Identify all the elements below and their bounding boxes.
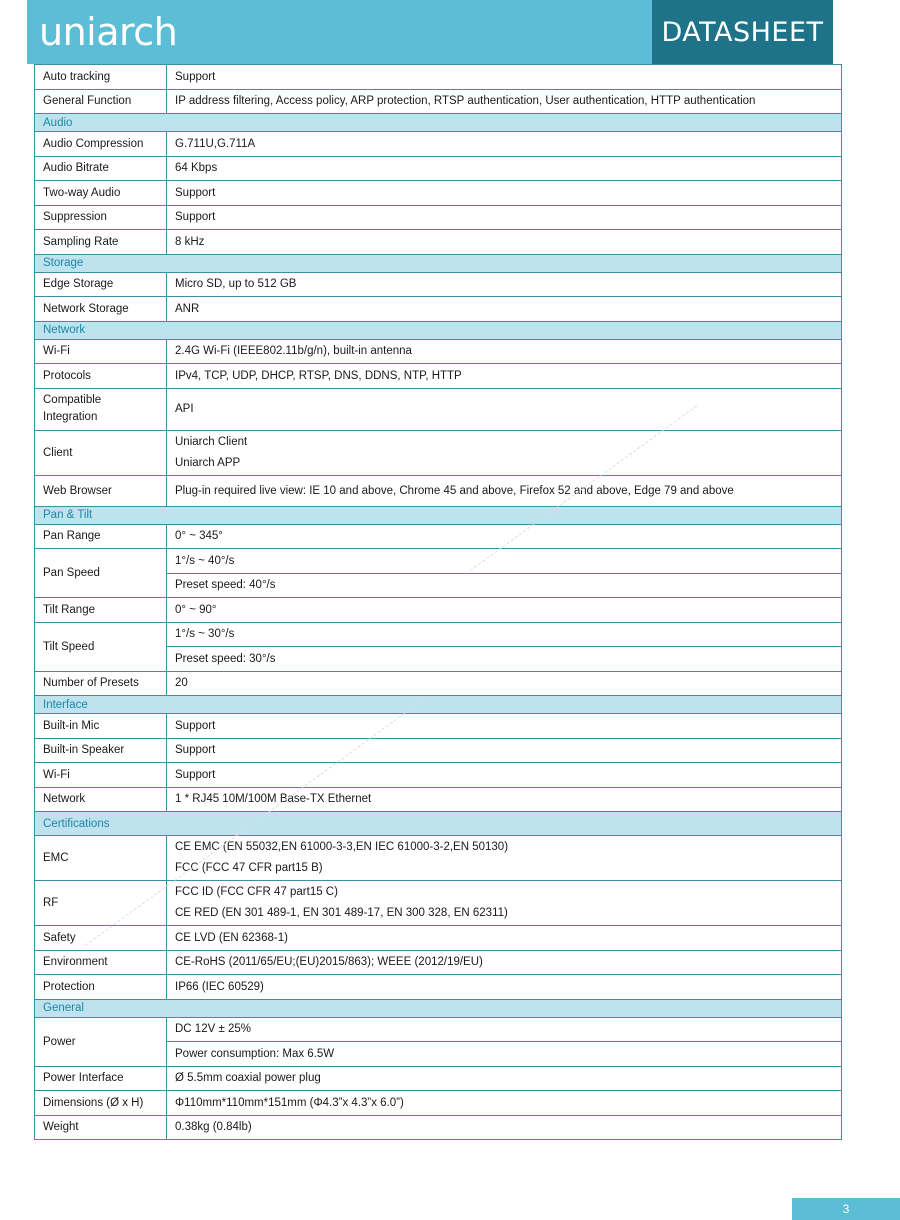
spec-row	[35, 975, 842, 1000]
spec-value: IP66 (IEC 60529)	[167, 975, 842, 1000]
spec-label: Number of Presets	[35, 671, 167, 696]
spec-value: Support	[167, 181, 842, 206]
spec-value: Support	[167, 763, 842, 788]
spec-value: Preset speed: 30°/s	[167, 647, 842, 672]
spec-row	[35, 1066, 842, 1091]
spec-label: EMC	[35, 836, 167, 881]
spec-label: Two-way Audio	[35, 181, 167, 206]
spec-value	[167, 836, 842, 881]
section-header	[35, 999, 842, 1017]
spec-label: Tilt Speed	[35, 622, 167, 671]
spec-row	[35, 549, 842, 574]
spec-value: 64 Kbps	[167, 156, 842, 181]
section-header	[35, 254, 842, 272]
spec-value-line: FCC ID (FCC CFR 47 part15 C)	[175, 886, 338, 898]
spec-row	[35, 430, 842, 475]
spec-label: Client	[35, 430, 167, 475]
spec-label: Edge Storage	[35, 272, 167, 297]
spec-row	[35, 738, 842, 763]
spec-label: Built-in Mic	[35, 714, 167, 739]
spec-value: Support	[167, 738, 842, 763]
spec-label: Wi-Fi	[35, 339, 167, 364]
spec-value: 8 kHz	[167, 230, 842, 255]
spec-label: Network Storage	[35, 297, 167, 322]
spec-label: Power	[35, 1017, 167, 1066]
spec-row	[35, 787, 842, 812]
spec-row	[35, 598, 842, 623]
spec-value: 1°/s ~ 40°/s	[167, 549, 842, 574]
spec-row	[35, 1091, 842, 1116]
spec-row	[35, 763, 842, 788]
spec-value: API	[167, 388, 842, 430]
spec-row	[35, 181, 842, 206]
spec-value: Ø 5.5mm coaxial power plug	[167, 1066, 842, 1091]
spec-row	[35, 132, 842, 157]
spec-label: Audio Compression	[35, 132, 167, 157]
spec-row	[35, 836, 842, 881]
spec-label: Tilt Range	[35, 598, 167, 623]
section-title: General	[35, 999, 842, 1017]
spec-row	[35, 230, 842, 255]
spec-value: Plug-in required live view: IE 10 and above, Chrome 45 and above, Firefox 52 and above, Edge 79 and above	[167, 475, 842, 506]
spec-value: 0° ~ 90°	[167, 598, 842, 623]
spec-label: Auto tracking	[35, 65, 167, 90]
spec-value: IP address filtering, Access policy, ARP protection, RTSP authentication, User authentication, HTTP authentication	[167, 89, 842, 114]
spec-label: Compatible Integration	[35, 388, 167, 430]
spec-table	[34, 64, 842, 1140]
spec-value-line: CE RED (EN 301 489-1, EN 301 489-17, EN 300 328, EN 62311)	[175, 907, 508, 919]
spec-value: Power consumption: Max 6.5W	[167, 1042, 842, 1067]
section-title: Storage	[35, 254, 842, 272]
spec-label: Power Interface	[35, 1066, 167, 1091]
spec-label: RF	[35, 881, 167, 926]
spec-row	[35, 156, 842, 181]
spec-label: Web Browser	[35, 475, 167, 506]
spec-value: CE-RoHS (2011/65/EU;(EU)2015/863); WEEE (2012/19/EU)	[167, 950, 842, 975]
spec-value: 1 * RJ45 10M/100M Base-TX Ethernet	[167, 787, 842, 812]
spec-label: Pan Range	[35, 524, 167, 549]
spec-row	[35, 926, 842, 951]
spec-label: Protocols	[35, 364, 167, 389]
spec-row	[35, 714, 842, 739]
spec-row	[35, 297, 842, 322]
spec-row	[35, 89, 842, 114]
spec-value: Φ110mm*110mm*151mm (Φ4.3”x 4.3”x 6.0”)	[167, 1091, 842, 1116]
uniarch-logo: uniarch	[39, 10, 178, 54]
spec-value: 1°/s ~ 30°/s	[167, 622, 842, 647]
spec-row	[35, 388, 842, 430]
spec-value: DC 12V ± 25%	[167, 1017, 842, 1042]
spec-label: Audio Bitrate	[35, 156, 167, 181]
spec-value: 0° ~ 345°	[167, 524, 842, 549]
spec-label: Environment	[35, 950, 167, 975]
spec-value: 20	[167, 671, 842, 696]
section-header	[35, 321, 842, 339]
spec-value-line: Uniarch Client	[175, 435, 248, 448]
spec-value	[167, 430, 842, 475]
spec-label: Dimensions (Ø x H)	[35, 1091, 167, 1116]
spec-value-line: FCC (FCC 47 CFR part15 B)	[175, 862, 323, 874]
spec-row	[35, 65, 842, 90]
spec-label: Safety	[35, 926, 167, 951]
spec-value: G.711U,G.711A	[167, 132, 842, 157]
spec-value-line: Uniarch APP	[175, 456, 241, 469]
spec-label: Weight	[35, 1115, 167, 1140]
datasheet-label: DATASHEET	[661, 17, 824, 48]
spec-row	[35, 1115, 842, 1140]
section-header	[35, 506, 842, 524]
spec-value: 0.38kg (0.84lb)	[167, 1115, 842, 1140]
section-header	[35, 696, 842, 714]
spec-value: Support	[167, 714, 842, 739]
spec-value: 2.4G Wi-Fi (IEEE802.11b/g/n), built-in antenna	[167, 339, 842, 364]
section-header	[35, 114, 842, 132]
spec-label: Wi-Fi	[35, 763, 167, 788]
spec-value: ANR	[167, 297, 842, 322]
spec-label: Network	[35, 787, 167, 812]
spec-label: Sampling Rate	[35, 230, 167, 255]
spec-row	[35, 364, 842, 389]
section-title: Pan & Tilt	[35, 506, 842, 524]
spec-value-line: CE EMC (EN 55032,EN 61000-3-3,EN IEC 61000-3-2,EN 50130)	[175, 841, 509, 853]
section-title: Network	[35, 321, 842, 339]
spec-value: IPv4, TCP, UDP, DHCP, RTSP, DNS, DDNS, NTP, HTTP	[167, 364, 842, 389]
spec-row	[35, 622, 842, 647]
spec-row	[35, 1017, 842, 1042]
section-title: Interface	[35, 696, 842, 714]
spec-row	[35, 272, 842, 297]
spec-row	[35, 524, 842, 549]
spec-row	[35, 339, 842, 364]
section-title: Audio	[35, 114, 842, 132]
spec-label: Built-in Speaker	[35, 738, 167, 763]
spec-row	[35, 950, 842, 975]
page-number: 3	[792, 1198, 900, 1220]
spec-value: Support	[167, 65, 842, 90]
spec-label: Protection	[35, 975, 167, 1000]
spec-value: CE LVD (EN 62368-1)	[167, 926, 842, 951]
spec-value: Micro SD, up to 512 GB	[167, 272, 842, 297]
spec-value	[167, 881, 842, 926]
datasheet-badge	[652, 0, 833, 64]
spec-value: Preset speed: 40°/s	[167, 573, 842, 598]
spec-row	[35, 475, 842, 506]
section-header	[35, 812, 842, 836]
spec-label: Suppression	[35, 205, 167, 230]
section-title: Certifications	[35, 812, 842, 836]
spec-label: General Function	[35, 89, 167, 114]
spec-value: Support	[167, 205, 842, 230]
spec-label: Pan Speed	[35, 549, 167, 598]
spec-row	[35, 205, 842, 230]
spec-row	[35, 671, 842, 696]
spec-row	[35, 881, 842, 926]
